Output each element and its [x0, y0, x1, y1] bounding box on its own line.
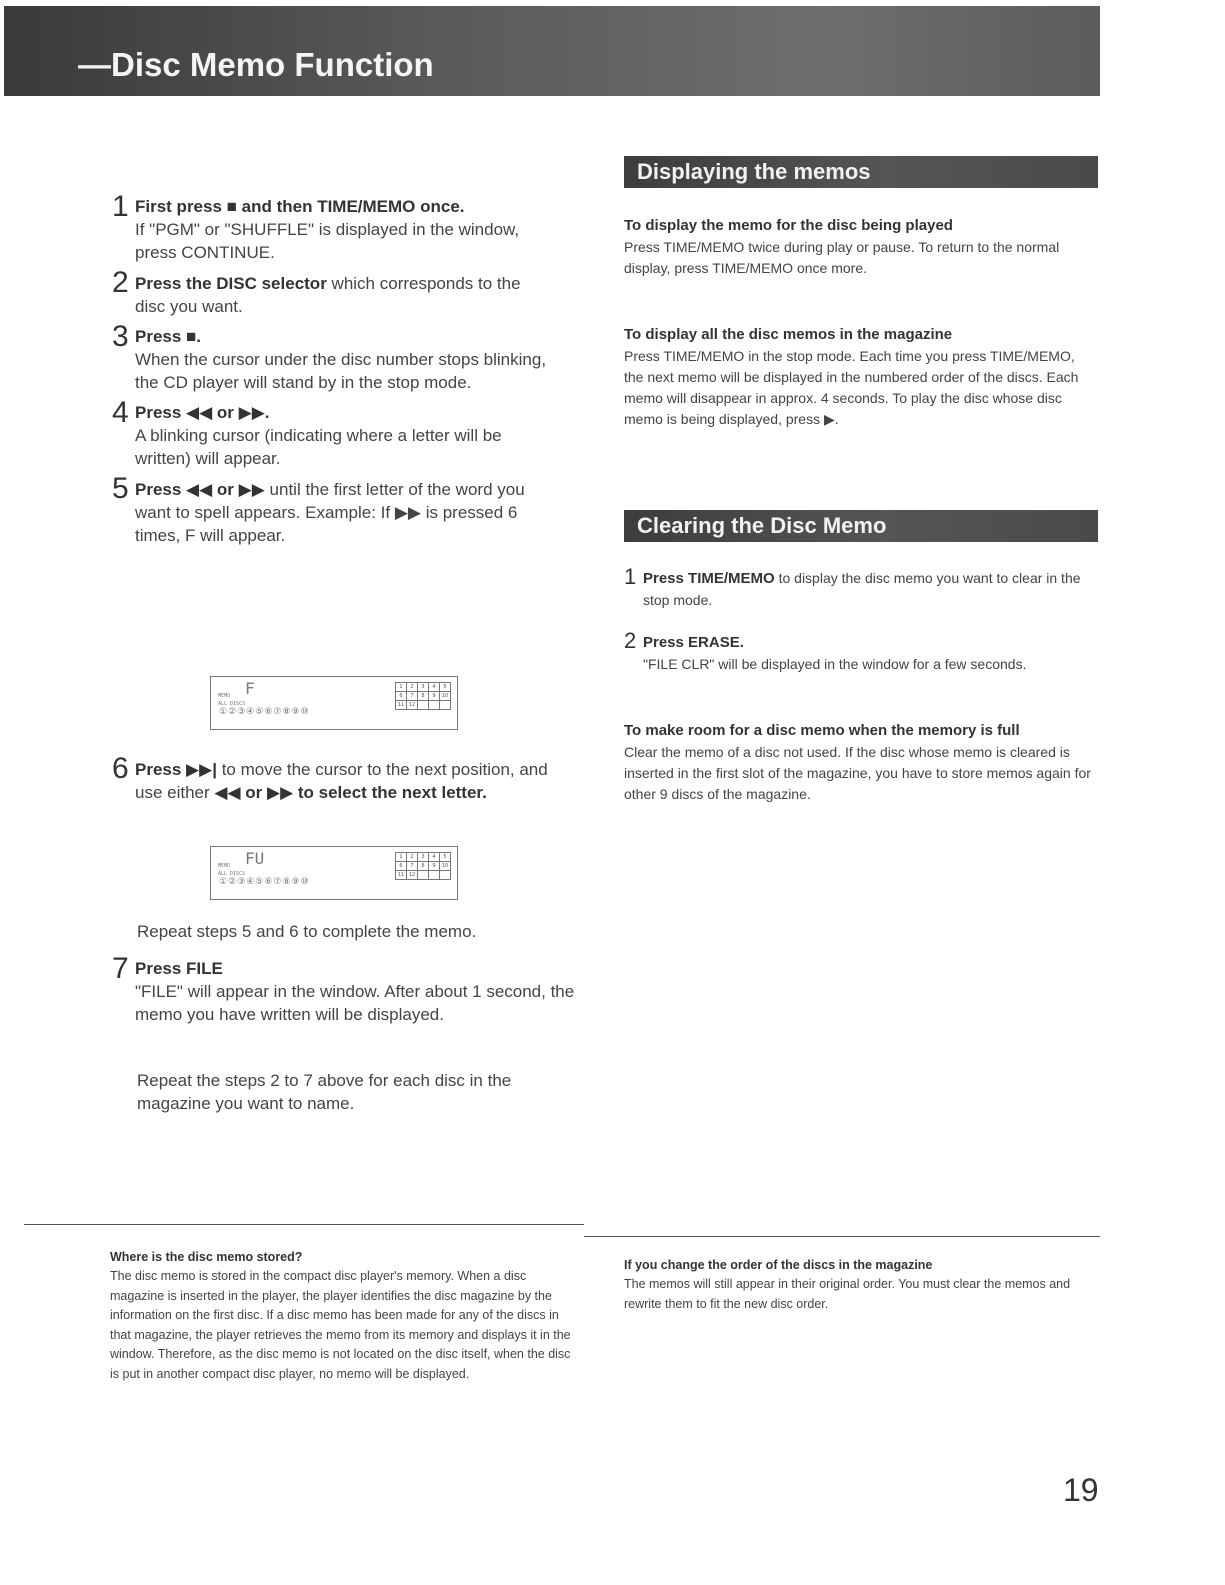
- step-5: [112, 472, 552, 547]
- section-title: Displaying the memos: [637, 159, 871, 184]
- step-body: which corresponds to the disc you want.: [135, 274, 521, 316]
- page-title: —Disc Memo Function: [78, 46, 434, 83]
- step-body: to move the cursor to the next position, and use either: [135, 760, 548, 802]
- step-6: [112, 752, 575, 804]
- step-number: 7: [112, 952, 129, 985]
- footnote-divider-left: [24, 1224, 584, 1225]
- section-title: Clearing the Disc Memo: [637, 513, 887, 538]
- clear-step-1: [624, 564, 1094, 611]
- step-title: Press ◀◀ or ▶▶: [135, 480, 265, 499]
- step-4: [112, 396, 552, 470]
- lcd-memo-text: F: [245, 679, 255, 698]
- block-heading: To display all the disc memos in the magazine: [624, 326, 953, 343]
- step-title: Press FILE: [135, 959, 223, 978]
- step-number: 4: [112, 396, 129, 429]
- block-heading: To make room for a disc memo when the memory is full: [624, 722, 1020, 739]
- step-title: Press ▶▶|: [135, 760, 217, 779]
- lcd-all-discs-label: ALL DISCS: [218, 701, 246, 707]
- footnote-left: [110, 1248, 582, 1384]
- left-column: [112, 190, 552, 547]
- lcd-display-example-2: [210, 846, 458, 900]
- step-1: [112, 190, 552, 264]
- lcd-memo-text: FU: [245, 849, 265, 868]
- step-body: until the first letter of the word you want to spell appears. Example: If ▶▶ is pressed 6 times, F will appear.: [135, 480, 525, 545]
- step-title: First press ■ and then TIME/MEMO once.: [135, 197, 465, 216]
- lcd-all-discs-label: ALL DISCS: [218, 871, 246, 877]
- block-body: Press TIME/MEMO in the stop mode. Each time you press TIME/MEMO, the next memo will be displayed in the numbered order of the discs. Each memo will disappear in approx. 4 seconds. To play the disc whose disc memo is being displayed, press ▶.: [624, 348, 1079, 427]
- lcd-slot-grid: 1 2 3 4 5 6 7 8 9 10 11 12: [395, 682, 451, 710]
- step-title: Press the DISC selector: [135, 274, 327, 293]
- step-body: "FILE" will appear in the window. After about 1 second, the memo you have written will be displayed.: [135, 982, 575, 1024]
- footnote-heading: Where is the disc memo stored?: [110, 1250, 303, 1264]
- block-heading: To display the memo for the disc being played: [624, 217, 953, 234]
- step-body: to display the disc memo you want to clear in the stop mode.: [643, 570, 1081, 608]
- clear-step-2: [624, 628, 1094, 675]
- step-title: Press ERASE.: [643, 634, 744, 651]
- lcd-memo-label: MEMO: [218, 693, 231, 699]
- section-header-clearing: [624, 510, 1098, 542]
- display-all-memos-block: [624, 324, 1094, 430]
- footnote-heading: If you change the order of the discs in the magazine: [624, 1258, 933, 1272]
- step-number: 5: [112, 472, 129, 505]
- step-number: 3: [112, 320, 129, 353]
- display-current-memo-block: [624, 215, 1094, 279]
- step-body: When the cursor under the disc number stops blinking, the CD player will stand by in the stop mode.: [135, 350, 547, 392]
- memory-full-block: [624, 720, 1094, 805]
- repeat-instruction-2: Repeat the steps 2 to 7 above for each disc in the magazine you want to name.: [137, 1071, 512, 1113]
- step-number: 2: [112, 266, 129, 299]
- step-body: "FILE CLR" will be displayed in the window for a few seconds.: [643, 656, 1027, 672]
- step-3: [112, 320, 552, 394]
- lcd-memo-label: MEMO: [218, 863, 231, 869]
- footnote-body: The memos will still appear in their original order. You must clear the memos and rewrite them to fit the new disc order.: [624, 1277, 1071, 1311]
- step-title: Press ◀◀ or ▶▶.: [135, 403, 270, 422]
- step-7: [112, 952, 575, 1026]
- block-body: Clear the memo of a disc not used. If the disc whose memo is cleared is inserted in the first slot of the magazine, you have to store memos again for other 9 discs of the magazine.: [624, 744, 1091, 802]
- footnote-divider-right: [584, 1236, 1100, 1237]
- step-title: Press TIME/MEMO: [643, 570, 775, 587]
- lcd-display-example-1: [210, 676, 458, 730]
- step-2: [112, 266, 552, 318]
- repeat-instruction-1: Repeat steps 5 and 6 to complete the memo.: [137, 922, 477, 941]
- step-body: A blinking cursor (indicating where a letter will be written) will appear.: [135, 426, 502, 468]
- footnote-body: The disc memo is stored in the compact disc player's memory. When a disc magazine is inserted in the player, the player identifies the disc magazine by the information on the first disc. If a disc memo has been made for any of the discs in that magazine, the player retrieves the memo from its memory and displays it in the window. Therefore, as the disc memo is not located on the disc itself, when the disc is put in another compact disc player, no memo will be displayed.: [110, 1269, 571, 1381]
- step-body: If "PGM" or "SHUFFLE" is displayed in the window, press CONTINUE.: [135, 220, 520, 262]
- lcd-disc-numbers: ①②③④⑤⑥⑦⑧⑨⑩: [219, 707, 310, 717]
- lcd-slot-grid: 1 2 3 4 5 6 7 8 9 10 11 12: [395, 852, 451, 880]
- footnote-right: [624, 1256, 1092, 1314]
- lcd-disc-numbers: ①②③④⑤⑥⑦⑧⑨⑩: [219, 877, 310, 887]
- step-number: 1: [624, 564, 637, 589]
- step-number: 6: [112, 752, 129, 785]
- step-title: Press ■.: [135, 327, 202, 346]
- step-number: 2: [624, 628, 637, 653]
- section-header-displaying: [624, 156, 1098, 188]
- page-number: 19: [1063, 1472, 1099, 1508]
- step-number: 1: [112, 190, 129, 223]
- step-title-continued: ◀◀ or ▶▶ to select the next letter.: [214, 783, 487, 802]
- block-body: Press TIME/MEMO twice during play or pause. To return to the normal display, press TIME/MEMO once more.: [624, 239, 1060, 276]
